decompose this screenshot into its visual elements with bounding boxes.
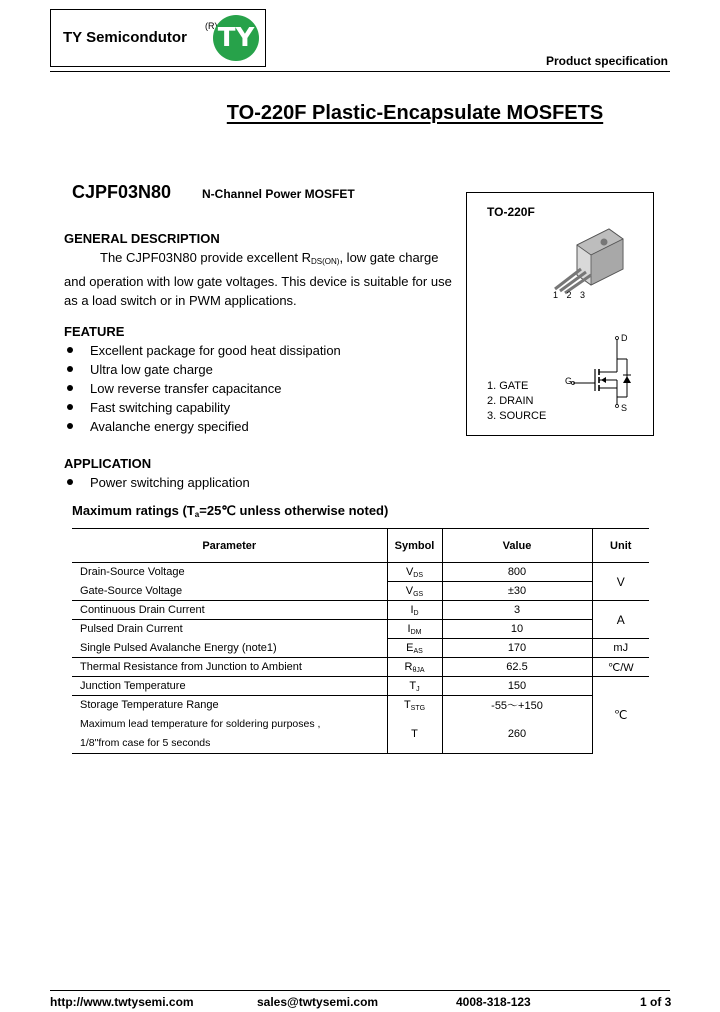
value-cell: 800: [442, 563, 592, 582]
param-cell: Continuous Drain Current: [72, 601, 387, 620]
feature-list: [64, 341, 341, 436]
table-row: [72, 696, 649, 715]
value-cell: 10: [442, 620, 592, 639]
param-cell: Single Pulsed Avalanche Energy (note1): [80, 641, 277, 654]
table-row: [72, 563, 649, 582]
pin-item: 1. GATE: [487, 380, 529, 392]
pin-item: 2. DRAIN: [487, 395, 534, 407]
unit-cell: mJ: [592, 639, 649, 658]
value-cell: 260: [442, 715, 592, 754]
unit-cell: ℃: [592, 677, 649, 754]
table-row: [72, 582, 649, 601]
application-heading: APPLICATION: [64, 456, 152, 471]
value-cell: -55～+150: [442, 696, 592, 715]
feature-heading: FEATURE: [64, 324, 125, 339]
param-cell: Maximum lead temperature for soldering purposes , 1/8"from case for 5 seconds: [72, 715, 387, 754]
document-title: TO-220F Plastic-Encapsulate MOSFETS: [226, 102, 604, 124]
value-cell: 150: [442, 677, 592, 696]
unit-cell: A: [592, 601, 649, 639]
general-description-heading: GENERAL DESCRIPTION: [64, 231, 220, 246]
value-cell: 3: [442, 601, 592, 620]
unit-cell: ℃/W: [592, 658, 649, 677]
table-header-row: [72, 529, 649, 563]
company-logo-box: [50, 9, 266, 67]
part-subtitle: N-Channel Power MOSFET: [202, 187, 355, 201]
symbol-cell: TSTG: [387, 696, 442, 715]
symbol-cell: VGS: [387, 582, 442, 601]
param-cell: Pulsed Drain Current: [72, 620, 387, 639]
maximum-ratings-title: Maximum ratings ($T_a=25℃$ unless otherwise noted): [72, 503, 389, 519]
table-row: [72, 715, 649, 754]
symbol-cell: ID: [387, 601, 442, 620]
header-symbol: Symbol: [387, 529, 442, 563]
header-value: Value: [442, 529, 592, 563]
application-list: [64, 473, 250, 492]
general-description-text: The CJPF03N80 provide excellent $R_{DS(ON)}$, low gate charge and operation with low gate voltages. This device is suitable for use as a load switch or in PWM applications.: [64, 250, 452, 308]
list-item: Low reverse transfer capacitance: [64, 379, 341, 398]
part-number: CJPF03N80: [72, 182, 172, 202]
symbol-cell: IDM: [387, 620, 442, 639]
registered-mark: (R: [205, 21, 215, 31]
footer-email-link[interactable]: sales@twtysemi.com: [257, 995, 379, 1009]
page-number: 1 of 3: [640, 995, 672, 1009]
param-cell: Storage Temperature Range: [72, 696, 387, 715]
list-item: Fast switching capability: [64, 398, 341, 417]
table-row: [72, 639, 649, 658]
header-parameter: Parameter: [72, 529, 387, 563]
pin-item: 3. SOURCE: [487, 410, 547, 422]
value-cell: 62.5: [442, 658, 592, 677]
to220f-package-icon: [547, 225, 637, 295]
value-cell: ±30: [442, 582, 592, 601]
schematic-drain-label: D: [621, 333, 628, 343]
param-cell: Drain-Source Voltage: [80, 566, 185, 579]
param-cell: Thermal Resistance from Junction to Ambient: [72, 658, 387, 677]
schematic-source-label: S: [621, 403, 628, 413]
symbol-cell: TJ: [387, 677, 442, 696]
package-info-box: [466, 192, 654, 436]
table-row: [72, 620, 649, 639]
value-cell: 170: [442, 639, 592, 658]
list-item: Power switching application: [64, 473, 250, 492]
mosfet-symbol-icon: [565, 329, 635, 409]
pin-numbers: 1 2 3: [553, 290, 589, 300]
param-cell: Junction Temperature: [72, 677, 387, 696]
symbol-cell: T: [387, 715, 442, 754]
footer-website-link[interactable]: http://www.twtysemi.com: [50, 995, 194, 1009]
list-item: Ultra low gate charge: [64, 360, 341, 379]
header-rule: [50, 71, 670, 72]
symbol-cell: EAS: [387, 639, 442, 658]
pin-description-list: [487, 379, 546, 424]
footer-rule: [50, 990, 670, 991]
symbol-cell: VDS: [387, 563, 442, 582]
param-cell: Gate-Source Voltage: [80, 584, 183, 597]
unit-cell: V: [592, 563, 649, 601]
symbol-cell: RθJA: [387, 658, 442, 677]
footer-phone: 4008-318-123: [456, 995, 531, 1009]
brand-name: [63, 21, 215, 46]
header-unit: Unit: [592, 529, 649, 563]
table-row: [72, 601, 649, 620]
schematic-gate-label: G: [565, 376, 573, 386]
product-specification-label: Product specification: [545, 54, 668, 68]
list-item: Avalanche energy specified: [64, 417, 341, 436]
table-row: [72, 658, 649, 677]
maximum-ratings-table: [72, 528, 649, 754]
ty-logo-icon: TY: [213, 15, 259, 61]
table-row: [72, 677, 649, 696]
package-title: TO-220F: [487, 205, 535, 219]
list-item: Excellent package for good heat dissipation: [64, 341, 341, 360]
brand-text: TY Semicondutor: [63, 29, 187, 46]
